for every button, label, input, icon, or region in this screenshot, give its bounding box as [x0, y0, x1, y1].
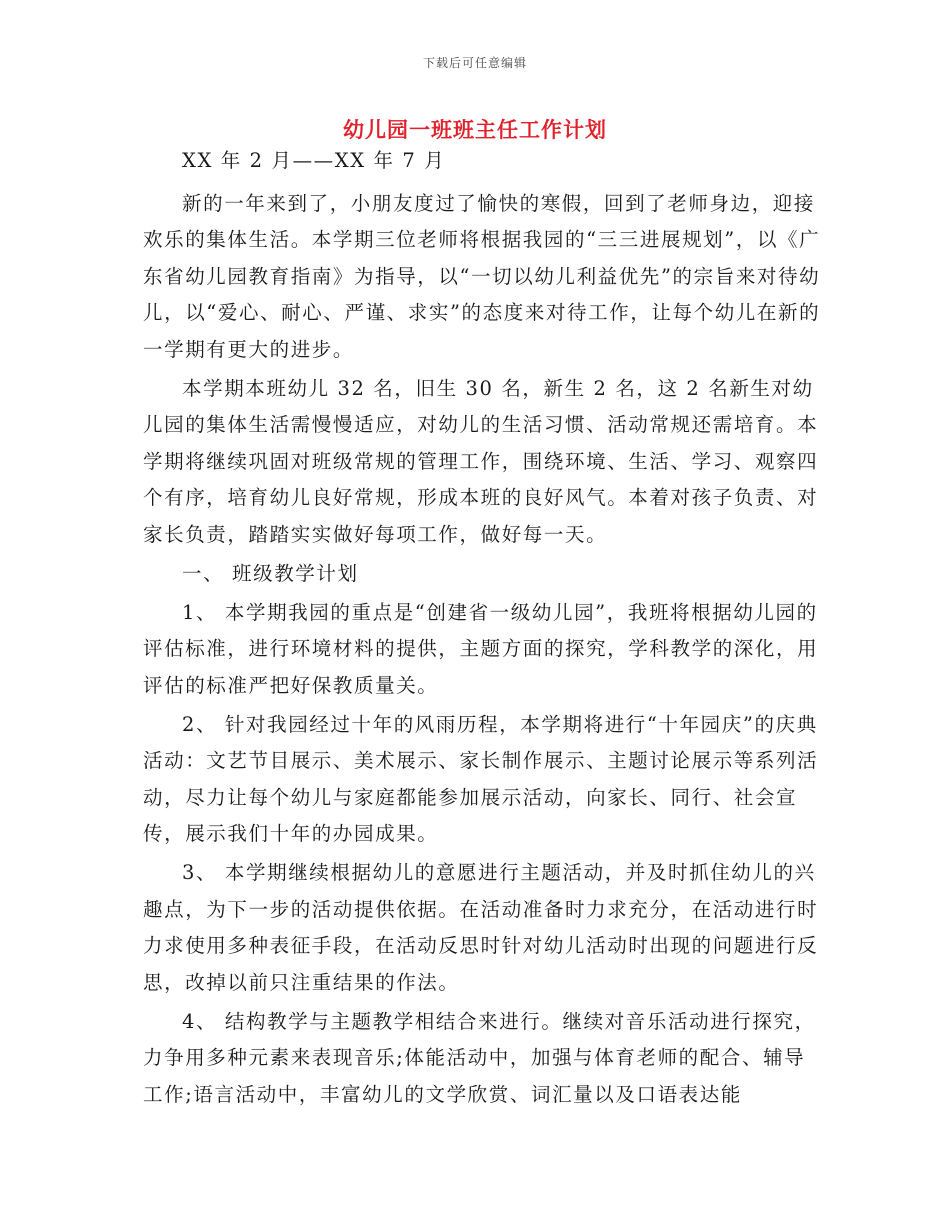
- list-item: 4、 结构教学与主题教学相结合来进行。继续对音乐活动进行探究，力争用多种元素来表现音乐;体能活动中，加强与体育老师的配合、辅导工作;语言活动中，丰富幼儿的文学欣赏、词汇量以及口语表达能: [143, 1009, 816, 1106]
- document-title: 幼儿园一班班主任工作计划: [343, 117, 607, 142]
- list-item: 2、 针对我园经过十年的风雨历程，本学期将进行“十年园庆”的庆典活动：文艺节目展示、美术展示、家长制作展示、主题讨论展示等系列活动，尽力让每个幼儿与家庭都能参加展示活动，向家长、同行、社会宣传，展示我们十年的办园成果。: [143, 712, 819, 845]
- document-body: [143, 143, 823, 1116]
- section-heading: 一、 班级教学计划: [182, 561, 359, 585]
- list-item: 3、 本学期继续根据幼儿的意愿进行主题活动，并及时抓住幼儿的兴趣点，为下一步的活动提供依据。在活动准备时力求充分，在活动进行时力求使用多种表征手段，在活动反思时针对幼儿活动时出现的问题进行反思，改掉以前只注重结果的作法。: [143, 861, 819, 994]
- date-range: XX 年 2 月——XX 年 7 月: [182, 149, 446, 172]
- paragraph-intro: 新的一年来到了，小朋友度过了愉快的寒假，回到了老师身边，迎接欢乐的集体生活。本学期三位老师将根据我园的“三三进展规划”，以《广东省幼儿园教育指南》为指导，以“一切以幼儿利益优先”的宗旨来对待幼儿，以“爱心、耐心、严谨、求实”的态度来对待工作，让每个幼儿在新的一学期有更大的进步。: [143, 191, 821, 361]
- header-note: 下载后可任意编辑: [422, 56, 527, 70]
- list-item: 1、 本学期我园的重点是“创建省一级幼儿园”，我班将根据幼儿园的评估标准，进行环境材料的提供，主题方面的探究，学科教学的深化，用评估的标准严把好保教质量关。: [143, 600, 819, 697]
- paragraph-class-status: 本学期本班幼儿 32 名，旧生 30 名，新生 2 名，这 2 名新生对幼儿园的集体生活需慢慢适应，对幼儿的生活习惯、活动常规还需培育。本学期将继续巩固对班级常规的管理工作，围绕环境、生活、学习、观察四个有序，培育幼儿良好常规，形成本班的良好风气。本着对孩子负责、对家长负责，踏踏实实做好每项工作，做好每一天。: [143, 376, 819, 546]
